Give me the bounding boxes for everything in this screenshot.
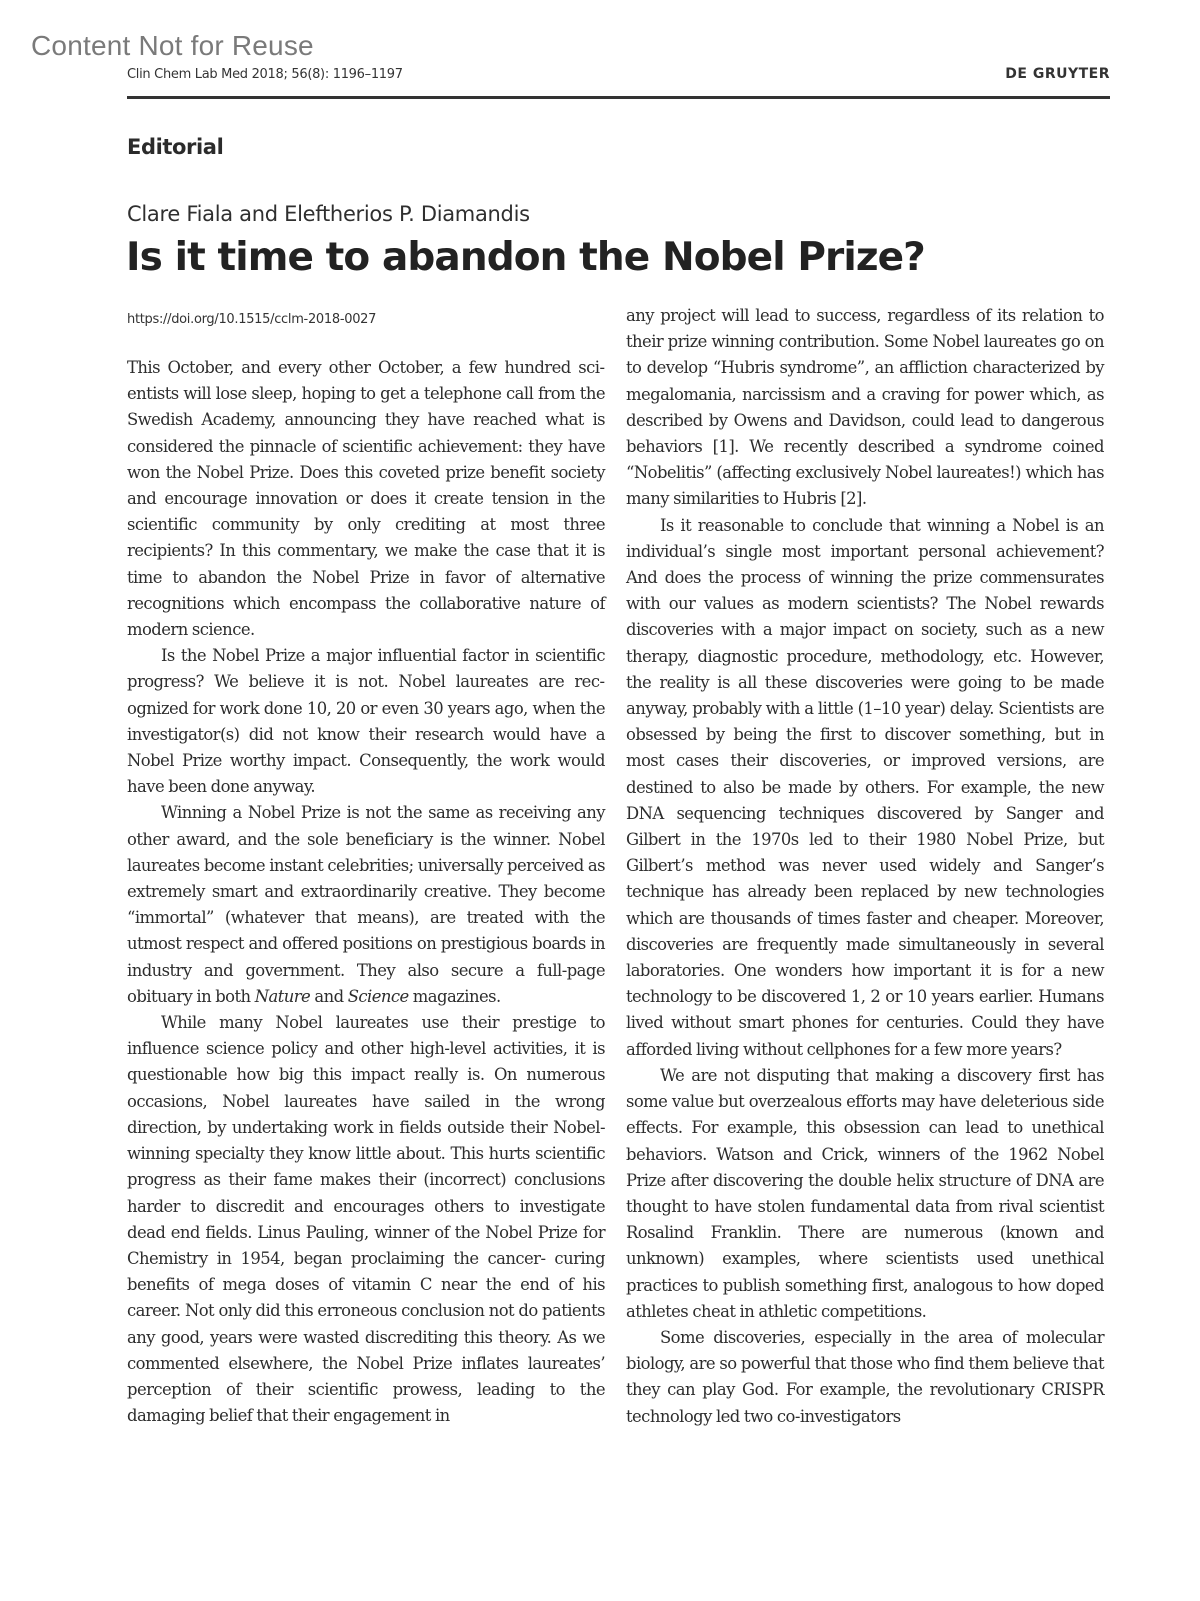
paragraph-text: Winning a Nobel Prize is not the same as receiving any other award, and the sole beneficiary is the winner. Nobel laureates become instant celebrities; universally perceived as extremely smart and extraordinarily creative. They become “immortal” (whatever that means), are treated with the utmost respect and offered positions on prestigious boards in industry and government. They also secure a full-page obituary in both: [127, 803, 605, 1006]
paragraph-text: and: [310, 986, 348, 1006]
watermark: Content Not for Reuse: [31, 30, 314, 61]
paragraph: Is it reasonable to conclude that winning a Nobel is an individual’s single most important personal achievement? And does the process of winning the prize commensurates with our values as modern scientists? The Nobel rewards discoveries with a major impact on society, such as a new therapy, diagnostic procedure, methodology, etc. However, the reality is all these discoveries were going to be made anyway, probably with a little (1–10 year) delay. Scientists are obsessed by being the first to discover something, but in most cases their discoveries, or improved versions, are destined to also be made by others. For example, the new DNA sequencing techniques discovered by Sanger and Gilbert in the 1970s led to their 1980 Nobel Prize, but Gilbert’s method was never used widely and Sanger’s technique has already been replaced by new technologies which are thousands of times faster and cheaper. Moreover, discoveries are frequently made simultaneously in several laboratories. One wonders how important it is for a new technology to be discovered 1, 2 or 10 years earlier. Humans lived without smart phones for centuries. Could they have afforded living without cellphones for a few more years?: [626, 515, 1104, 1059]
paragraph-text: magazines.: [408, 986, 501, 1006]
header-rule: [127, 96, 1110, 99]
right-column: [626, 303, 1104, 1430]
section-label: Editorial: [127, 135, 224, 159]
journal-citation: Clin Chem Lab Med 2018; 56(8): 1196–1197: [127, 67, 403, 82]
paragraph: any project will lead to success, regardless of its relation to their prize winning contribution. Some Nobel laureates go on to develop “Hubris syndrome”, an affliction characterized by megalomania, narcissism and a craving for power which, as described by Owens and Davidson, could lead to dangerous behaviors [1]. We recently described a syndrome coined “Nobelitis” (affecting exclusively Nobel laureates!) which has many similarities to Hubris [2].: [626, 306, 1104, 509]
paragraph: While many Nobel laureates use their prestige to influence science policy and other high-level activities, it is questionable how big this impact really is. On numerous occasions, Nobel laureates have sailed in the wrong direction, by undertaking work in fields outside their Nobel-winning specialty they know little about. This hurts scientific progress as their fame makes their (incorrect) conclusions harder to discredit and encourages others to investigate dead end fields. Linus Pauling, winner of the Nobel Prize for Chemistry in 1954, began proclaiming the cancer- curing benefits of mega doses of vitamin C near the end of his career. Not only did this erroneous conclusion not do patients any good, years were wasted discrediting this theory. As we commented elsewhere, the Nobel Prize inflates laureates’ perception of their scientific prowess, leading to the damaging belief that their engagement in: [127, 1013, 605, 1426]
paragraph: This October, and every other October, a few hundred scientists will lose sleep, hoping to get a telephone call from the Swedish Academy, announcing they have reached what is considered the pinnacle of scientific achievement: they have won the Nobel Prize. Does this coveted prize benefit society and encourage innovation or does it create tension in the scientific community by only crediting at most three recipients? In this commentary, we make the case that it is time to abandon the Nobel Prize in favor of alternative recognitions which encompass the collaborative nature of modern science.: [127, 358, 605, 640]
left-column: [127, 355, 605, 1429]
running-head: [127, 66, 1110, 82]
publisher-name: DE GRUYTER: [1005, 66, 1110, 82]
paragraph: [127, 800, 605, 1010]
journal-name-science: Science: [347, 986, 409, 1006]
article-title: Is it time to abandon the Nobel Prize?: [126, 235, 925, 280]
doi-link[interactable]: https://doi.org/10.1515/cclm-2018-0027: [127, 312, 377, 327]
paragraph: Some discoveries, especially in the area of molecular biology, are so powerful that those who find them believe that they can play God. For example, the revolutionary CRISPR technology led two co-investigators: [626, 1327, 1104, 1426]
paragraph: Is the Nobel Prize a major influential factor in scientific progress? We believe it is not. Nobel laureates are recognized for work done 10, 20 or even 30 years ago, when the investigator(s) did not know their research would have a Nobel Prize worthy impact. Consequently, the work would have been done anyway.: [127, 646, 605, 797]
paragraph: We are not disputing that making a discovery first has some value but overzealous efforts may have deleterious side effects. For example, this obsession can lead to unethical behaviors. Watson and Crick, winners of the 1962 Nobel Prize after discovering the double helix structure of DNA are thought to have stolen fundamental data from rival scientist Rosalind Franklin. There are numerous (known and unknown) examples, where scientists used unethical practices to publish something first, analogous to how doped athletes cheat in athletic competitions.: [626, 1065, 1104, 1321]
journal-name-nature: Nature: [254, 986, 311, 1006]
article-authors: Clare Fiala and Eleftherios P. Diamandis: [127, 202, 530, 226]
